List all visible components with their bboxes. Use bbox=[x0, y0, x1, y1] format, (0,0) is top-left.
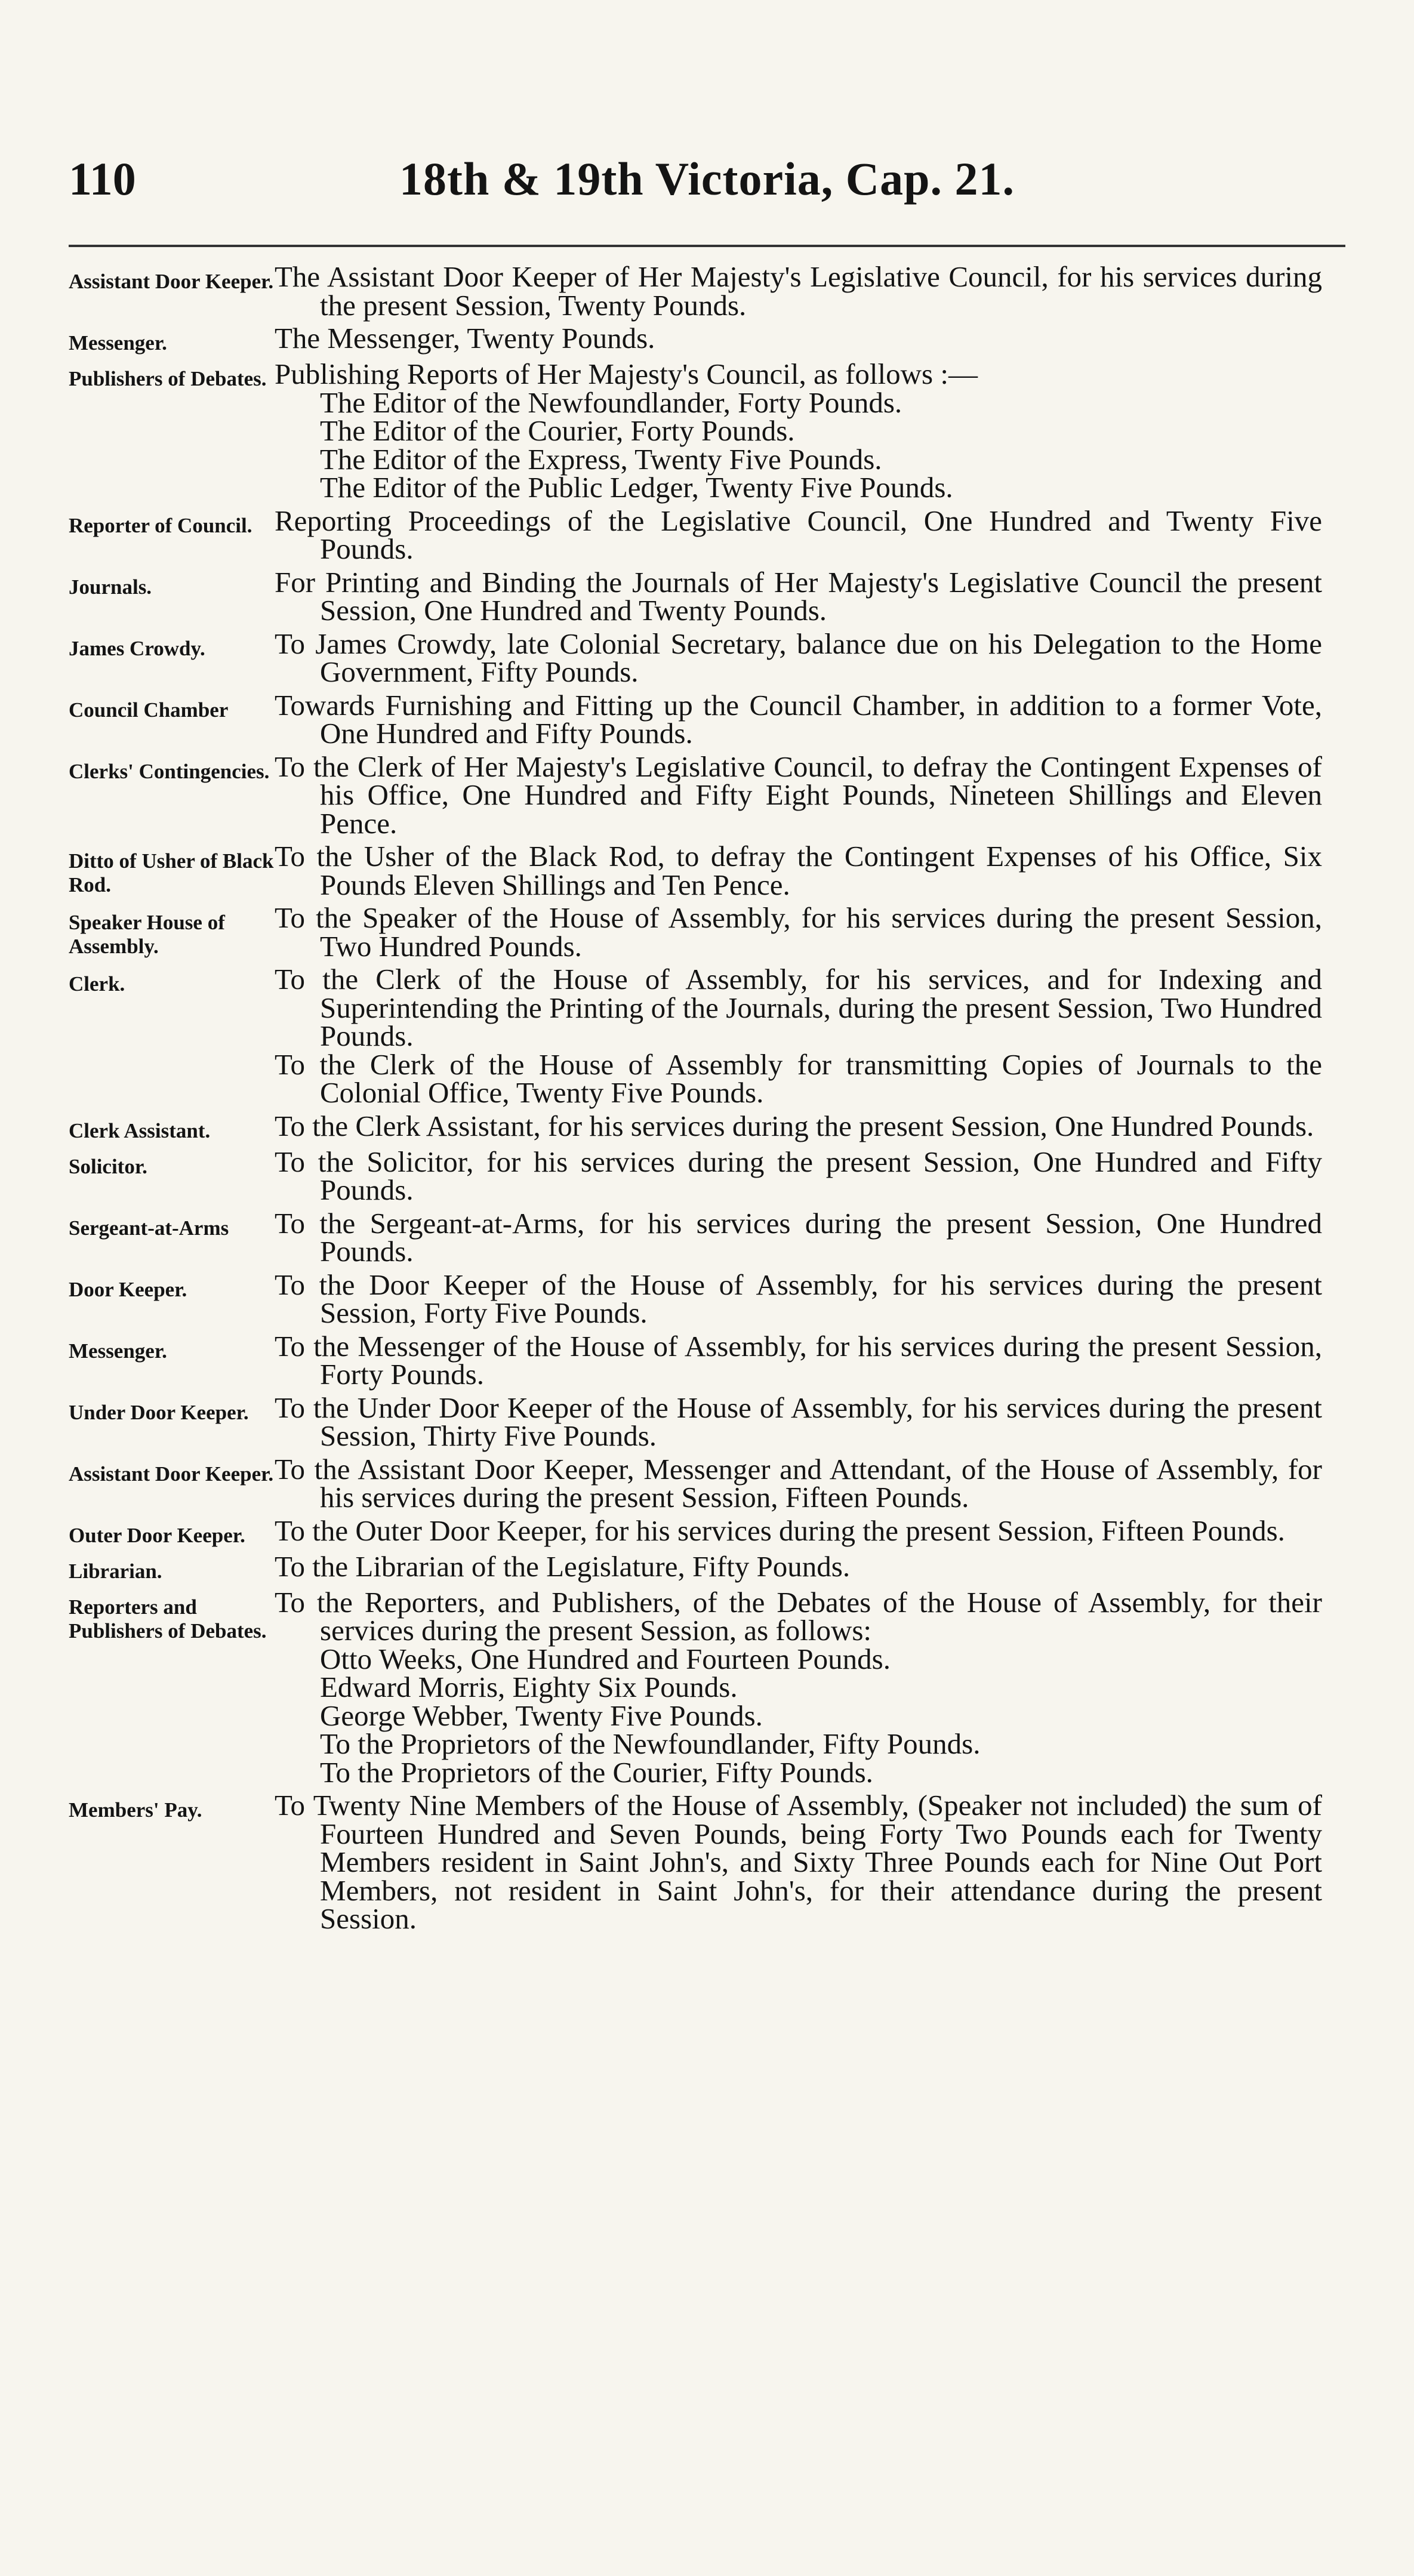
entry-body bbox=[275, 965, 1322, 1107]
appropriation-entry bbox=[69, 1268, 1322, 1329]
entry-paragraph: Reporting Proceedings of the Legislative Council, One Hundred and Twenty Five Pounds. bbox=[275, 504, 1322, 565]
appropriation-entry bbox=[69, 1145, 1322, 1206]
appropriation-entry bbox=[69, 1109, 1322, 1143]
entry-paragraph: To James Crowdy, late Colonial Secretary, balance due on his Delegation to the Home Government, Fifty Pounds. bbox=[275, 627, 1322, 688]
entry-body bbox=[275, 565, 1322, 627]
margin-note: Door Keeper. bbox=[69, 1277, 187, 1301]
appropriation-entry bbox=[69, 565, 1322, 627]
margin-note: Outer Door Keeper. bbox=[69, 1523, 245, 1547]
margin-note: Clerks' Contingencies. bbox=[69, 759, 270, 783]
entry-paragraph: To the Messenger of the House of Assembly, for his services during the present Session, Forty Pounds. bbox=[275, 1329, 1322, 1391]
entry-paragraph: Publishing Reports of Her Majesty's Council, as follows :— bbox=[275, 358, 978, 390]
entry-paragraph: To the Usher of the Black Rod, to defray the Contingent Expenses of his Office, Six Pounds Eleven Shillings and Ten Pence. bbox=[275, 840, 1322, 901]
margin-note: Clerk Assistant. bbox=[69, 1118, 211, 1142]
entry-body bbox=[275, 1585, 1322, 1789]
entry-paragraph: Towards Furnishing and Fitting up the Council Chamber, in addition to a former Vote, One Hundred and Fifty Pounds. bbox=[275, 688, 1322, 750]
entry-paragraph: To the Reporters, and Publishers, of the Debates of the House of Assembly, for their services during the present Session, as follows: bbox=[275, 1585, 1322, 1647]
entry-paragraph: To the Clerk of the House of Assembly, for his services, and for Indexing and Superintending the Printing of the Journals, during the present Session, Two Hundred Pounds. bbox=[275, 963, 1322, 1052]
appropriation-entry bbox=[69, 504, 1322, 565]
appropriation-entry bbox=[69, 1452, 1322, 1514]
appropriation-entry bbox=[69, 750, 1322, 840]
margin-note: Clerk. bbox=[69, 972, 125, 996]
margin-note: Council Chamber bbox=[69, 698, 229, 722]
entry-subline: The Editor of the Newfoundlander, Forty Pounds. bbox=[320, 386, 902, 419]
appropriation-entry bbox=[69, 360, 1322, 502]
entry-paragraph: To the Clerk of Her Majesty's Legislative Council, to defray the Contingent Expenses of his Office, One Hundred and Fifty Eight Pounds, Nineteen Shillings and Eleven Pence. bbox=[275, 750, 1322, 840]
appropriation-entry bbox=[69, 1329, 1322, 1391]
entry-paragraph: To the Under Door Keeper of the House of Assembly, for his services during the present Session, Thirty Five Pounds. bbox=[275, 1391, 1322, 1452]
entry-subline: Edward Morris, Eighty Six Pounds. bbox=[320, 1671, 738, 1703]
entry-paragraph: The Assistant Door Keeper of Her Majesty's Legislative Council, for his services during the present Session, Twenty Pounds. bbox=[275, 260, 1322, 322]
appropriation-entry bbox=[69, 1514, 1322, 1548]
appropriation-entry bbox=[69, 842, 1322, 899]
entry-body bbox=[275, 1329, 1322, 1391]
appropriation-entry bbox=[69, 688, 1322, 750]
appropriation-entry bbox=[69, 1791, 1322, 1933]
entry-body bbox=[275, 1206, 1322, 1268]
entry-subline: The Editor of the Courier, Forty Pounds. bbox=[320, 414, 795, 447]
entry-subline: George Webber, Twenty Five Pounds. bbox=[320, 1699, 763, 1732]
margin-note: Reporters and Publishers of Debates. bbox=[69, 1595, 267, 1643]
entry-body bbox=[275, 504, 1322, 565]
appropriation-entry bbox=[69, 1391, 1322, 1452]
appropriation-entry bbox=[69, 1549, 1322, 1583]
margin-note: Ditto of Usher of Black Rod. bbox=[69, 849, 274, 896]
running-title: 18th & 19th Victoria, Cap. 21. bbox=[399, 153, 1015, 205]
header-rule bbox=[69, 245, 1345, 247]
entry-body bbox=[275, 627, 1322, 688]
entry-subline: The Editor of the Express, Twenty Five Pounds. bbox=[320, 442, 882, 476]
entry-body bbox=[275, 1145, 1322, 1206]
appropriation-entry bbox=[69, 1585, 1322, 1789]
entry-body bbox=[275, 324, 1322, 355]
entry-body bbox=[275, 360, 1322, 502]
appropriation-entry bbox=[69, 627, 1322, 688]
margin-note: Reporter of Council. bbox=[69, 513, 252, 537]
entry-paragraph: To the Solicitor, for his services during the present Session, One Hundred and Fifty Pounds. bbox=[275, 1145, 1322, 1206]
entry-body bbox=[275, 1109, 1322, 1143]
entry-paragraph: To the Speaker of the House of Assembly, for his services during the present Session, Two Hundred Pounds. bbox=[275, 901, 1322, 963]
appropriation-entry bbox=[69, 260, 1322, 322]
entry-body bbox=[275, 1791, 1322, 1933]
entry-body bbox=[275, 1549, 1322, 1583]
margin-note: Members' Pay. bbox=[69, 1798, 202, 1822]
margin-note: Solicitor. bbox=[69, 1154, 147, 1178]
margin-note: Publishers of Debates. bbox=[69, 367, 267, 390]
page-header bbox=[69, 152, 1345, 224]
entry-body bbox=[275, 1391, 1322, 1452]
margin-note: James Crowdy. bbox=[69, 636, 205, 660]
margin-note: Messenger. bbox=[69, 1339, 167, 1363]
entry-paragraph: To the Assistant Door Keeper, Messenger and Attendant, of the House of Assembly, for his services during the present Session, Fifteen Pounds. bbox=[275, 1452, 1322, 1514]
entry-paragraph: To the Clerk Assistant, for his services during the present Session, One Hundred Pounds. bbox=[275, 1109, 1314, 1142]
margin-note: Messenger. bbox=[69, 331, 167, 355]
margin-note: Librarian. bbox=[69, 1559, 162, 1583]
entry-paragraph: To Twenty Nine Members of the House of Assembly, (Speaker not included) the sum of Fourteen Hundred and Seven Pounds, being Forty Two Pounds each for Twenty Members resident in Saint John's, and Sixty Three Pounds each for Nine Out Port Members, not resident in Saint John's, for their attendance during the present Session. bbox=[275, 1789, 1322, 1935]
entry-paragraph: To the Clerk of the House of Assembly for transmitting Copies of Journals to the Colonial Office, Twenty Five Pounds. bbox=[275, 1047, 1322, 1109]
appropriation-entry bbox=[69, 1206, 1322, 1268]
margin-note: Assistant Door Keeper. bbox=[69, 1462, 274, 1486]
appropriation-entry bbox=[69, 965, 1322, 1107]
entry-paragraph: To the Door Keeper of the House of Assembly, for his services during the present Session, Forty Five Pounds. bbox=[275, 1268, 1322, 1329]
appropriation-entry bbox=[69, 324, 1322, 355]
entry-paragraph: To the Outer Door Keeper, for his services during the present Session, Fifteen Pounds. bbox=[275, 1514, 1285, 1547]
entry-subline: To the Proprietors of the Newfoundlander, Fifty Pounds. bbox=[320, 1727, 981, 1760]
margin-note: Under Door Keeper. bbox=[69, 1400, 249, 1424]
page-number: 110 bbox=[69, 153, 136, 205]
entry-paragraph: The Messenger, Twenty Pounds. bbox=[275, 322, 655, 355]
appropriation-entry bbox=[69, 901, 1322, 963]
margin-note: Sergeant-at-Arms bbox=[69, 1216, 229, 1240]
entry-body bbox=[275, 750, 1322, 840]
entry-body bbox=[275, 260, 1322, 322]
margin-note: Speaker House of Assembly. bbox=[69, 911, 225, 958]
entry-body bbox=[275, 688, 1322, 750]
entry-subline: To the Proprietors of the Courier, Fifty Pounds. bbox=[320, 1755, 873, 1789]
margin-note: Journals. bbox=[69, 575, 152, 599]
entry-body bbox=[275, 842, 1322, 899]
entry-paragraph: For Printing and Binding the Journals of Her Majesty's Legislative Council the present Session, One Hundred and Twenty Pounds. bbox=[275, 565, 1322, 627]
entry-body bbox=[275, 1514, 1322, 1548]
entry-body bbox=[275, 901, 1322, 963]
entry-body bbox=[275, 1452, 1322, 1514]
entry-body bbox=[275, 1268, 1322, 1329]
margin-note: Assistant Door Keeper. bbox=[69, 270, 274, 293]
appropriation-entries bbox=[69, 260, 1322, 1938]
entry-paragraph: To the Librarian of the Legislature, Fifty Pounds. bbox=[275, 1549, 851, 1583]
entry-paragraph: To the Sergeant-at-Arms, for his services during the present Session, One Hundred Pounds. bbox=[275, 1206, 1322, 1268]
entry-subline: Otto Weeks, One Hundred and Fourteen Pounds. bbox=[320, 1642, 891, 1675]
entry-subline: The Editor of the Public Ledger, Twenty Five Pounds. bbox=[320, 471, 953, 504]
